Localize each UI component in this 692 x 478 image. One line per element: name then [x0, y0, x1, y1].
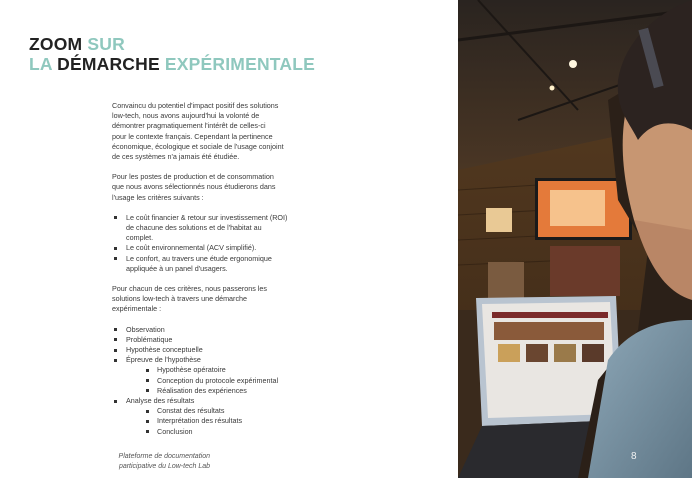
- title-zoom: ZOOM: [29, 34, 88, 54]
- text-line: Le confort, au travers une étude ergonomique: [126, 253, 272, 263]
- substep-group: [112, 406, 302, 437]
- substep-item: Hypothèse opératoire: [112, 365, 302, 375]
- step-item: Analyse des résultats: [112, 396, 302, 406]
- text-line: appliquée à un panel d'usagers.: [126, 263, 228, 273]
- title-demarche: DÉMARCHE: [57, 54, 165, 74]
- footer-caption: [119, 452, 210, 472]
- text-line: de ces systèmes n'a jamais été étudiée.: [112, 152, 240, 162]
- text-line: démontrer pragmatiquement l'intérêt de celles-ci: [112, 121, 266, 131]
- substep-group: [112, 365, 302, 396]
- text-line: Convaincu du potentiel d'impact positif des solutions: [112, 101, 279, 110]
- text-line: expérimentale :: [112, 304, 162, 314]
- criteria-intro-paragraph: [112, 172, 302, 203]
- photo-illustration: [458, 0, 692, 478]
- title-line-2: [29, 54, 315, 74]
- title-la: LA: [29, 54, 58, 74]
- footer-line: Plateforme de documentation: [118, 453, 210, 460]
- text-line: économique, écologique et sociale de l'usage conjoint: [112, 141, 284, 151]
- step-item: Observation: [112, 325, 302, 335]
- title-sur: SUR: [87, 34, 125, 54]
- footer-line: participative du Low-tech Lab: [118, 463, 210, 470]
- substep-list: [112, 365, 302, 396]
- text-line: Le coût environnemental (ACV simplifié).: [126, 243, 257, 253]
- method-steps-list: [112, 325, 302, 437]
- substep-list: [112, 406, 302, 437]
- step-item: Hypothèse conceptuelle: [112, 345, 302, 355]
- criteria-item: [112, 213, 302, 244]
- workshop-photo: [458, 0, 692, 478]
- step-item: Problématique: [112, 335, 302, 345]
- text-line: complet.: [126, 233, 154, 243]
- text-line: Le coût financier & retour sur investissement (ROI): [126, 212, 288, 222]
- text-line: Pour chacun de ces critères, nous passerons les: [112, 284, 268, 294]
- text-line: de chacune des solutions et de l'habitat au: [126, 223, 262, 233]
- criteria-item: [112, 243, 302, 253]
- substep-item: Réalisation des expériences: [112, 386, 302, 396]
- title-experimentale: EXPÉRIMENTALE: [164, 54, 315, 74]
- page-number: 8: [631, 451, 637, 462]
- intro-paragraph: [112, 101, 302, 162]
- substep-item: Interprétation des résultats: [112, 416, 302, 426]
- text-line: l'usage les critères suivants :: [112, 192, 204, 202]
- text-line: Pour les postes de production et de consommation: [112, 172, 274, 182]
- criteria-item: [112, 254, 302, 274]
- method-intro-paragraph: [112, 284, 302, 315]
- text-line: low-tech, nous avons aujourd'hui la volonté de: [112, 111, 260, 121]
- text-line: pour le contexte français. Cependant la pertinence: [112, 131, 273, 141]
- substep-item: Conception du protocole expérimental: [112, 376, 302, 386]
- title-line-1: [29, 34, 315, 54]
- step-item: Épreuve de l'hypothèse: [112, 355, 302, 365]
- body-text: [112, 101, 302, 447]
- page-title: [29, 34, 315, 74]
- text-line: que nous avons sélectionnés nous étudierons dans: [112, 182, 276, 192]
- criteria-list: [112, 213, 302, 274]
- text-line: solutions low-tech à travers une démarche: [112, 294, 248, 304]
- substep-item: Conclusion: [112, 427, 302, 437]
- substep-item: Constat des résultats: [112, 406, 302, 416]
